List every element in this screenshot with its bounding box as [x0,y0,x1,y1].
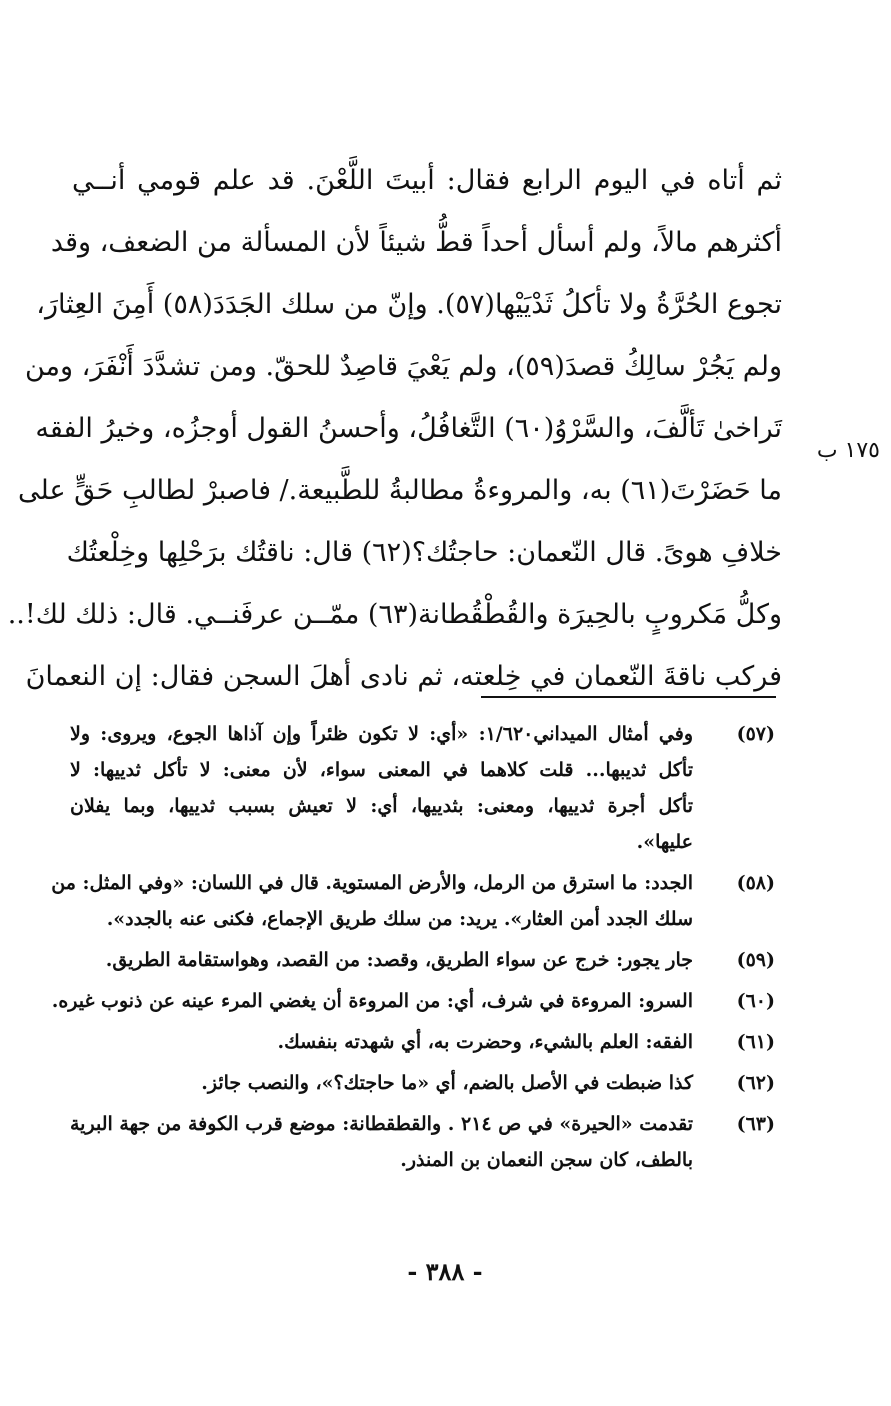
footnote-line: جار يجور: خرج عن سواء الطريق، وقصد: من القصد، وهواستقامة الطريق. [105,949,693,971]
footnote-number: (٥٨) [736,872,775,894]
manuscript-folio-note: ١٧٥ ب [816,438,880,463]
footnote-line: الجدد: ما استرق من الرمل، والأرض المستوية. قال في اللسان: «وفي المثل: من [51,872,693,894]
footnote-text [70,942,693,978]
body-line: أكثرهم مالاً، ولم أسأل أحداً قطُّ شيئاً لأن المسألة من الضعف، وقد [50,227,782,258]
footnote-number: (٦٣) [736,1113,775,1135]
footnote [70,1106,775,1178]
body-line: ما حَضَرْتَ(٦١) به، والمروءةُ مطالبةُ للطَّبيعة./ فاصبرْ لطالبِ حَقٍّ على [18,475,782,506]
footnote-line: وفي أمثال الميداني١/٦٢٠: «أي: لا تكون ظئراً وإن آذاها الجوع، ويروى: ولا [70,723,693,745]
footnotes [51,716,775,1183]
footnote-number: (٥٩) [736,949,775,971]
footnote [70,1065,775,1101]
footnote-line: عليها». [636,831,693,853]
body-line: خلافِ هوىً. قال النّعمان: حاجتُك؟(٦٢) قال: ناقتُك برَحْلِها وخِلْعتُك [66,537,782,568]
body-line: تَراخىٰ تَألَّفَ، والسَّرْوُ(٦٠) التَّغافُلُ، وأحسنُ القول أوجزُه، وخيرُ الفقه [35,413,782,444]
footnote [70,942,775,978]
footnote-line: كذا ضبطت في الأصل بالضم، أي «ما حاجتك؟»، والنصب جائز. [201,1072,693,1094]
footnote-number: (٦١) [736,1031,775,1053]
footnote-number: (٦٢) [736,1072,775,1094]
footnote-number: (٦٠) [736,990,775,1012]
footnote-text [70,1106,693,1178]
footnote [70,1024,775,1060]
footnote [70,716,775,860]
footnote-line: سلك الجدد أمن العثار». يريد: من سلك طريق الإجماع، فكنى عنه بالجدد». [106,908,693,930]
footnote-line: السرو: المروءة في شرف، أي: من المروءة أن يغضي المرء عينه عن ذنوب غيره. [51,990,693,1012]
footnote-number: (٥٧) [736,723,775,745]
footnote-line: تأكل ثديبها... قلت كلاهما في المعنى سواء، لأن معنى: لا تأكل ثدييها: لا [70,759,693,781]
footnote-text [70,716,693,860]
page-number: - ٣٨٨ - [407,1257,483,1286]
footnote [51,983,775,1019]
footnote-line: تأكل أجرة ثدييها، ومعنى: بثدييها، أي: لا تعيش بسبب ثدييها، وبما يفلان [70,795,693,817]
footnote-text [70,1065,693,1101]
footnote [51,865,775,937]
footnote-separator [481,696,776,698]
footnote-text [70,1024,693,1060]
body-line: ولم يَجُرْ سالِكُ قصدَ(٥٩)، ولم يَعْيَ قاصِدٌ للحقّ. ومن تشدَّدَ أَنْفَرَ، ومن [24,351,782,382]
body-line: تجوع الحُرَّةُ ولا تأكلُ ثَدْيَيْها(٥٧). وإنّ من سلك الجَدَدَ(٥٨) أَمِنَ العِثارَ، [36,289,782,320]
footnote-text [51,983,693,1019]
body-text [7,150,782,708]
body-line: وكلُّ مَكروبٍ بالحِيرَة والقُطْقُطانة(٦٣) ممّــن عرفَنــي. قال: ذلك لك!.. [7,599,782,630]
footnote-line: الفقه: العلم بالشيء، وحضرت به، أي شهدته بنفسك. [277,1031,693,1053]
body-line: فركب ناقةَ النّعمان في خِلعته، ثم نادى أهلَ السجن فقال: إن النعمانَ [25,661,782,692]
footnote-text [51,865,693,937]
footnote-line: بالطف، كان سجن النعمان بن المنذر. [400,1149,693,1171]
body-line: ثم أتاه في اليوم الرابع فقال: أبيتَ اللَّعْنَ. قد علم قومي أنــي [72,165,782,196]
footnote-line: تقدمت «الحيرة» في ص ٢١٤ . والقطقطانة: موضع قرب الكوفة من جهة البرية [70,1113,693,1135]
